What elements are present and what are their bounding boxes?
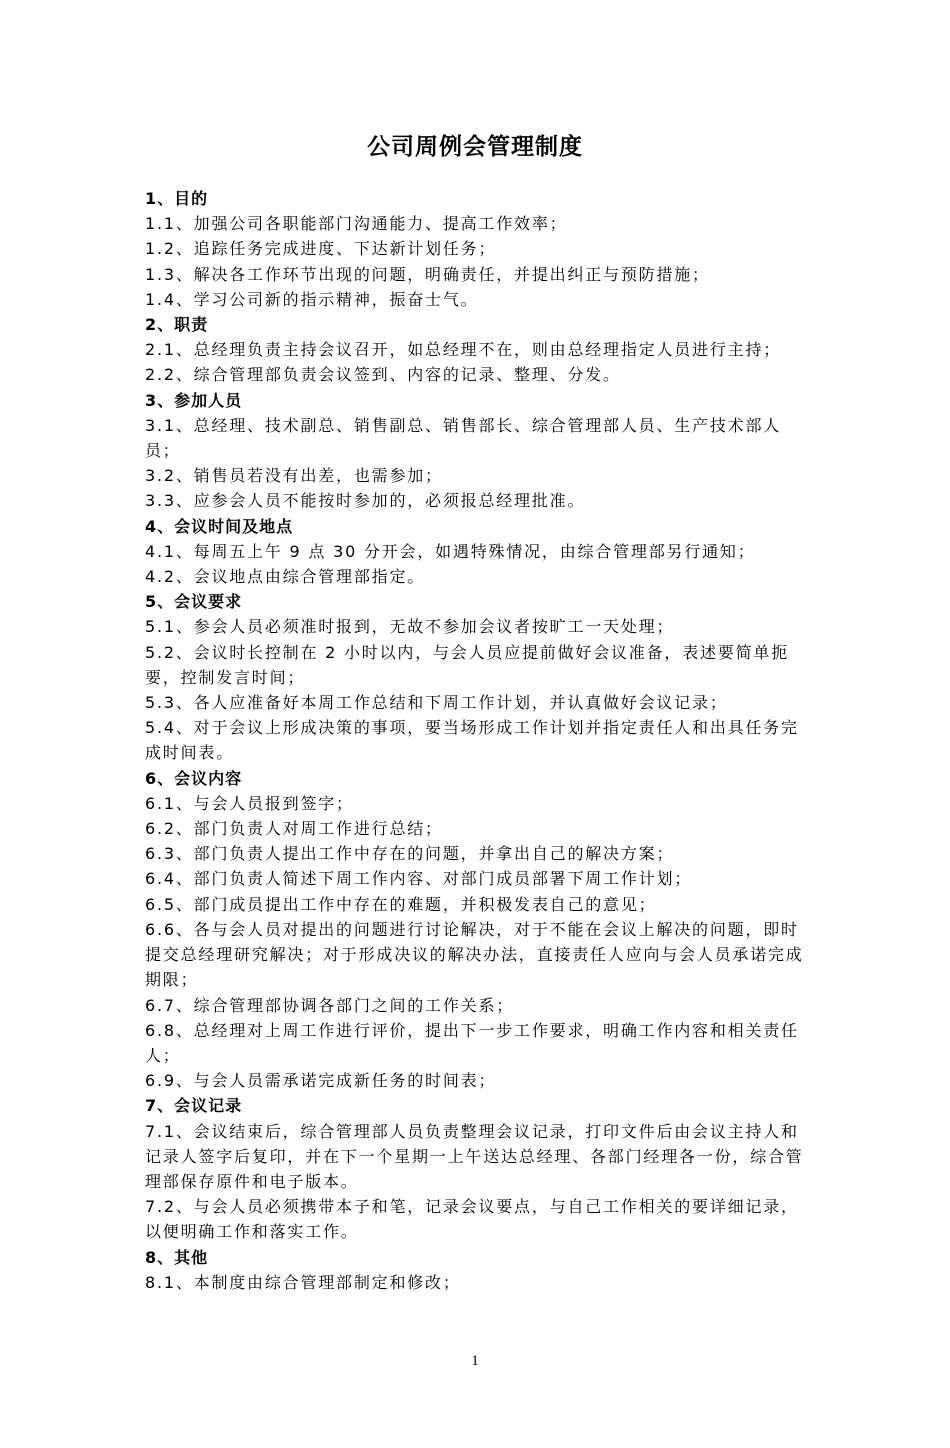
section-heading: 7、会议记录 — [145, 1096, 243, 1116]
clause-text: 6.6、各与会人员对提出的问题进行讨论解决，对于不能在会议上解决的问题，即时提交总经理研究解决；对于形成决议的解决办法，直接责任人应向与会人员承诺完成期限； — [145, 919, 804, 990]
clause-text: 6.5、部门成员提出工作中存在的难题，并积极发表自己的意见； — [145, 894, 657, 914]
clause-text: 1.3、解决各工作环节出现的问题，明确责任，并提出纠正与预防措施； — [145, 264, 710, 284]
section-heading: 8、其他 — [145, 1247, 209, 1267]
section-heading: 4、会议时间及地点 — [145, 516, 294, 536]
clause-text: 2.1、总经理负责主持会议召开，如总经理不在，则由总经理指定人员进行主持； — [145, 340, 782, 360]
clause-text: 8.1、本制度由综合管理部制定和修改； — [145, 1272, 461, 1292]
clause-text: 5.3、各人应准备好本周工作总结和下周工作计划，并认真做好会议记录； — [145, 693, 728, 713]
clause-text: 7.1、会议结束后，综合管理部人员负责整理会议记录，打印文件后由会议主持人和记录人签字后复印，并在下一个星期一上午送达总经理、各部门经理各一份，综合管理部保存原件和电子版本。 — [145, 1121, 804, 1191]
clause-text: 5.4、对于会议上形成决策的事项，要当场形成工作计划并指定责任人和出具任务完成时间表。 — [145, 718, 799, 763]
clause-text: 6.2、部门负责人对周工作进行总结； — [145, 819, 443, 839]
section-heading: 6、会议内容 — [145, 768, 243, 788]
document-body — [145, 186, 807, 1295]
clause-text: 7.2、与会人员必须携带本子和笔，记录会议要点，与自己工作相关的要详细记录，以便明确工作和落实工作。 — [145, 1197, 799, 1242]
clause-text: 6.9、与会人员需承诺完成新任务的时间表； — [145, 1071, 497, 1091]
clause-text: 1.2、追踪任务完成进度、下达新计划任务； — [145, 239, 497, 259]
clause-text: 5.1、参会人员必须准时报到，无故不参加会议者按旷工一天处理； — [145, 617, 675, 637]
clause-text: 4.2、会议地点由综合管理部指定。 — [145, 567, 426, 587]
clause-text: 6.4、部门负责人简述下周工作内容、对部门成员部署下周工作计划； — [145, 869, 693, 889]
clause-text: 3.1、总经理、技术副总、销售副总、销售部长、综合管理部人员、生产技术部人员； — [145, 415, 782, 461]
page-number: 1 — [471, 1353, 479, 1369]
clause-text: 4.1、每周五上午 9 点 30 分开会，如遇特殊情况，由综合管理部另行通知； — [145, 541, 756, 561]
section-heading: 5、会议要求 — [145, 592, 243, 612]
clause-text: 1.1、加强公司各职能部门沟通能力、提高工作效率； — [145, 214, 568, 234]
section-heading: 1、目的 — [145, 189, 209, 208]
clause-text: 6.8、总经理对上周工作进行评价，提出下一步工作要求，明确工作内容和相关责任人； — [145, 1020, 799, 1065]
document-title: 公司周例会管理制度 — [367, 134, 583, 160]
clause-text: 6.7、综合管理部协调各部门之间的工作关系； — [145, 995, 515, 1015]
section-heading: 2、职责 — [145, 315, 209, 335]
clause-text: 3.2、销售员若没有出差，也需参加； — [145, 466, 443, 486]
clause-text: 1.4、学习公司新的指示精神，振奋士气。 — [145, 289, 479, 309]
clause-text: 6.3、部门负责人提出工作中存在的问题，并拿出自己的解决方案； — [145, 844, 675, 864]
clause-text: 2.2、综合管理部负责会议签到、内容的记录、整理、分发。 — [145, 365, 621, 385]
section-heading: 3、参加人员 — [145, 390, 243, 410]
clause-text: 6.1、与会人员报到签字； — [145, 793, 354, 813]
clause-text: 3.3、应参会人员不能按时参加的，必须报总经理批准。 — [145, 491, 586, 511]
clause-text: 5.2、会议时长控制在 2 小时以内，与会人员应提前做好会议准备，表述要简单扼要，控制发言时间； — [145, 642, 789, 687]
